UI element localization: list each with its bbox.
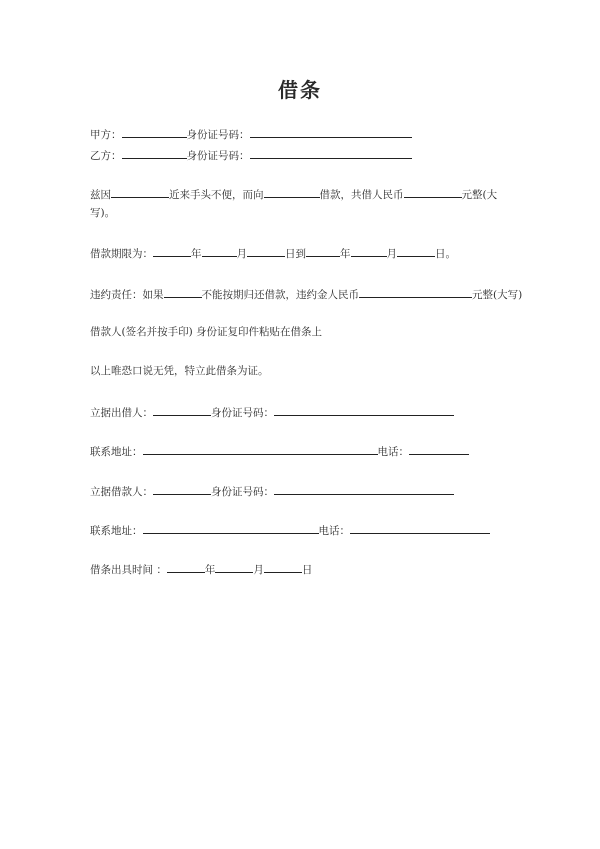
party-a-id-label: 身份证号码：: [186, 129, 250, 141]
term-end-month-field[interactable]: [351, 245, 387, 257]
amount-field[interactable]: [404, 186, 462, 198]
reason-prefix: 兹因: [90, 189, 111, 201]
borrower-label: 立据借款人：: [90, 486, 153, 498]
party-a-id-field[interactable]: [250, 126, 412, 138]
date-year-field[interactable]: [167, 561, 205, 573]
term-day-2: 日。: [435, 248, 456, 260]
party-b-row: [90, 147, 412, 163]
page-title: 借条: [278, 78, 322, 102]
party-a-row: [90, 126, 412, 142]
borrower-id-field[interactable]: [274, 483, 454, 495]
lender-address-field[interactable]: [143, 443, 378, 455]
borrower-phone-label: 电话：: [318, 525, 350, 537]
term-end-year-field[interactable]: [306, 245, 340, 257]
term-day-to: 日到: [285, 248, 306, 260]
statement: 以上唯恐口说无凭，特立此借条为证。: [90, 365, 269, 377]
term-month-1: 月: [236, 248, 247, 260]
lender-id-field[interactable]: [274, 404, 454, 416]
reason-text-4: 写)。: [90, 207, 116, 219]
term-start-year-field[interactable]: [153, 245, 191, 257]
reason-row: [90, 186, 497, 202]
lender-address-row: [90, 443, 469, 459]
party-b-label: 乙方：: [90, 150, 122, 162]
borrower-address-field[interactable]: [143, 522, 319, 534]
reason-field[interactable]: [111, 186, 169, 198]
date-row: [90, 561, 312, 577]
term-row: [90, 245, 456, 261]
penalty-row: [90, 286, 522, 302]
reason-text-1: 近来手头不便，而向: [169, 189, 264, 201]
party-a-label: 甲方：: [90, 129, 122, 141]
party-a-name-field[interactable]: [122, 126, 187, 138]
date-day: 日: [301, 564, 313, 576]
date-month-field[interactable]: [215, 561, 253, 573]
term-year-2: 年: [340, 248, 351, 260]
term-start-day-field[interactable]: [247, 245, 285, 257]
term-label: 借款期限为：: [90, 248, 153, 260]
party-b-id-field[interactable]: [250, 147, 412, 159]
borrower-address-row: [90, 522, 490, 538]
borrower-name-field[interactable]: [153, 483, 211, 495]
date-label: 借条出具时间 ：: [90, 564, 167, 576]
penalty-label: 违约责任：如果: [90, 289, 164, 301]
reason-text-2: 借款，共借人民币: [319, 189, 404, 201]
borrower-row: [90, 483, 454, 499]
lender-name-field[interactable]: [153, 404, 211, 416]
lender-phone-field[interactable]: [409, 443, 469, 455]
lender-label: 立据出借人：: [90, 407, 153, 419]
term-end-day-field[interactable]: [397, 245, 435, 257]
penalty-borrower-field[interactable]: [164, 286, 202, 298]
party-b-name-field[interactable]: [122, 147, 187, 159]
date-day-field[interactable]: [264, 561, 302, 573]
signature-note: 借款人(签名并按手印) 身份证复印件粘贴在借条上: [90, 326, 323, 338]
lender-row: [90, 404, 454, 420]
lender-address-label: 联系地址：: [90, 446, 143, 458]
lender-phone-label: 电话：: [377, 446, 409, 458]
term-month-2: 月: [386, 248, 397, 260]
term-start-month-field[interactable]: [202, 245, 237, 257]
lender-id-label: 身份证号码：: [211, 407, 274, 419]
reason-text-3: 元整(大: [461, 189, 498, 201]
borrower-address-label: 联系地址：: [90, 525, 143, 537]
term-year-1: 年: [191, 248, 202, 260]
borrower-phone-field[interactable]: [350, 522, 490, 534]
penalty-text-2: 元整(大写): [472, 289, 523, 301]
party-b-id-label: 身份证号码：: [186, 150, 250, 162]
penalty-amount-field[interactable]: [359, 286, 472, 298]
date-month: 月: [253, 564, 264, 576]
reason-row-2: [90, 206, 115, 220]
lender-field[interactable]: [264, 186, 320, 198]
date-year: 年: [204, 564, 216, 576]
penalty-text-1: 不能按期归还借款，违约金人民币: [201, 289, 359, 301]
borrower-id-label: 身份证号码：: [211, 486, 274, 498]
